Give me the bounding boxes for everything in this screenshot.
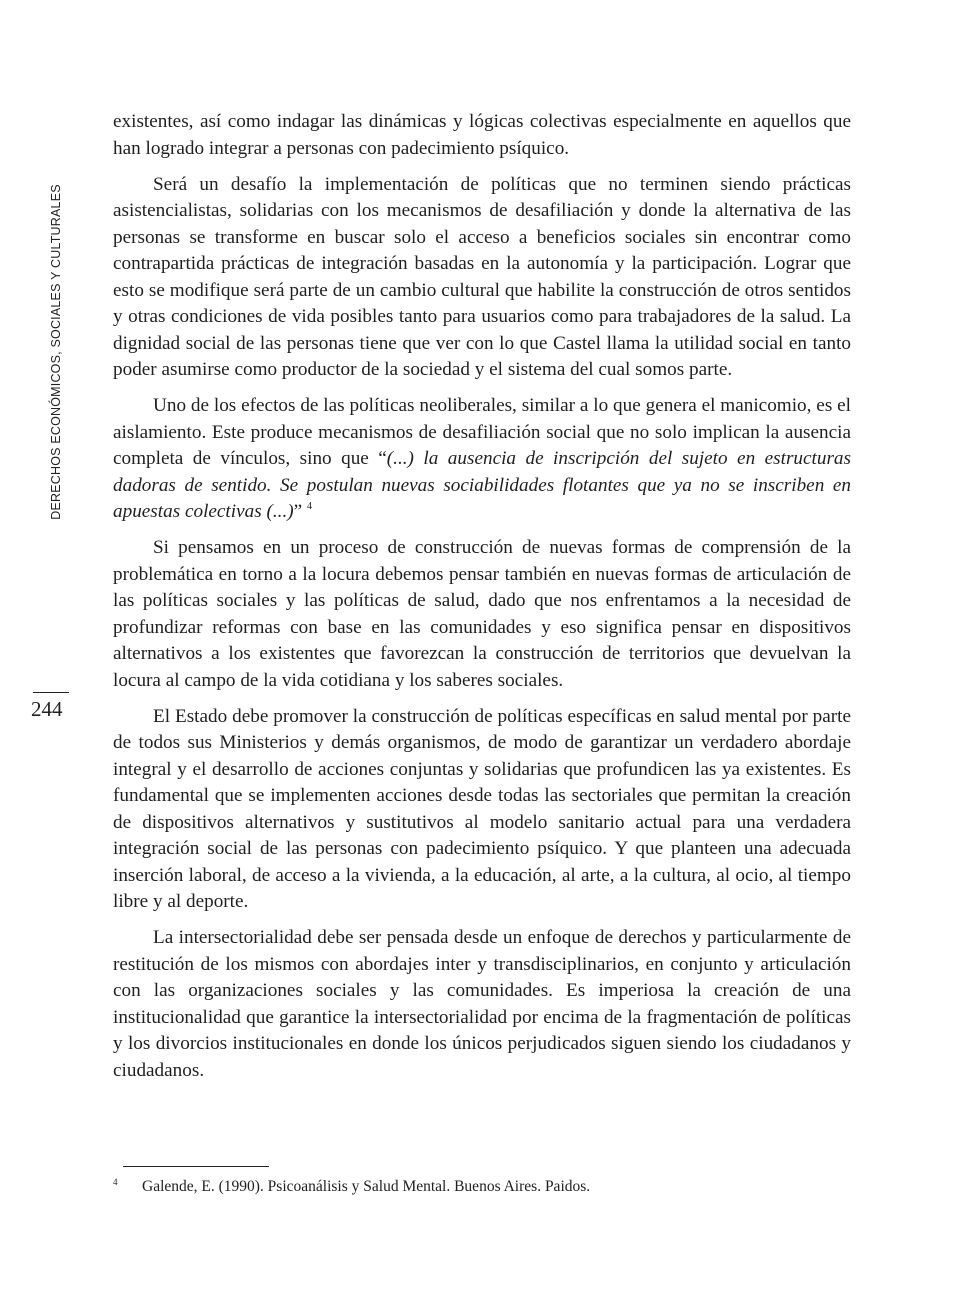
footnote: 4 Galende, E. (1990). Psicoanálisis y Salud Mental. Buenos Aires. Paidos. (113, 1177, 591, 1195)
footnote-separator (123, 1166, 269, 1167)
paragraph: Será un desafío la implementación de políticas que no terminen siendo prácticas asistencialistas, solidarias con los mecanismos de desafiliación y donde la alternativa de las personas se transforme en buscar solo el acceso a beneficios sociales sin encontrar como contrapartida prácticas de integración basadas en la autonomía y la participación. Lograr que esto se modifique será parte de un cambio cultural que habilite la construcción de otros sentidos y otras condiciones de vida posibles tanto para usuarios como para trabajadores de la salud. La dignidad social de las personas tiene que ver con lo que Castel llama la utilidad social en tanto poder asumirse como productor de la sociedad y el sistema del cual somos parte. (113, 173, 851, 380)
paragraph: La intersectorialidad debe ser pensada desde un enfoque de derechos y particularmente de restitución de los mismos con abordajes inter y transdisciplinarios, en conjunto y articulación con las organizaciones sociales y las comunidades. Es imperiosa la creación de una institucionalidad que garantice la intersectorialidad por encima de la fragmentación de políticas y los divorcios institucionales en donde los únicos perjudicados siguen siendo los ciudadanos y ciudadanos. (113, 927, 851, 1081)
page-number: 244 (31, 697, 63, 721)
paragraph: existentes, así como indagar las dinámicas y lógicas colectivas especialmente en aquellos que han logrado integrar a personas con padecimiento psíquico. (113, 111, 851, 159)
paragraph-with-quote (113, 393, 851, 526)
quote-close: ” (293, 501, 303, 522)
paragraph: El Estado debe promover la construcción de políticas específicas en salud mental por parte de todos sus Ministerios y demás organismos, de modo de garantizar un verdadero abordaje integral y el desarrollo de acciones conjuntas y solidarias que profundicen las ya existentes. Es fundamental que se implementen acciones desde todas las sectoriales que permitan la creación de dispositivos alternativos y sustitutivos al modelo sanitario actual para una verdadera integración social de las personas con padecimiento psíquico. Y que planteen una adecuada inserción laboral, de acceso a la vivienda, a la educación, al arte, a la cultura, al ocio, al tiempo libre y al deporte. (113, 705, 851, 912)
paragraph: Si pensamos en un proceso de construcción de nuevas formas de comprensión de la problemática en torno a la locura debemos pensar también en nuevas formas de articulación de las políticas sociales y las políticas de salud, dado que nos enfrentamos a la necesidad de profundizar reformas con base en las comunidades y eso significa pensar en dispositivos alternativos a los existentes que favorezcan la construcción de territorios que devuelvan la locura al campo de la vida cotidiana y los saberes sociales. (113, 537, 851, 691)
footnote-reference[interactable]: 4 (306, 501, 312, 512)
paragraph-text: Uno de los efectos de las políticas neoliberales, similar a lo que genera el manicomio, es el aislamiento. Este produce mecanismos de desafiliación social que no solo implican la ausencia completa de vínculos, sino que “ (113, 395, 851, 469)
body-text (113, 109, 851, 1094)
footnote-text: Galende, E. (1990). Psicoanálisis y Salud Mental. Buenos Aires. Paidos. (142, 1178, 591, 1195)
page-number-rule (33, 692, 69, 693)
italic-quote: (...) la ausencia de inscripción del sujeto en estructuras dadoras de sentido. Se postulan nuevas sociabilidades flotantes que ya no se inscriben en apuestas colectivas (...) (113, 448, 851, 522)
running-header-vertical: DERECHOS ECONÓMICOS, SOCIALES Y CULTURALES (49, 184, 63, 520)
